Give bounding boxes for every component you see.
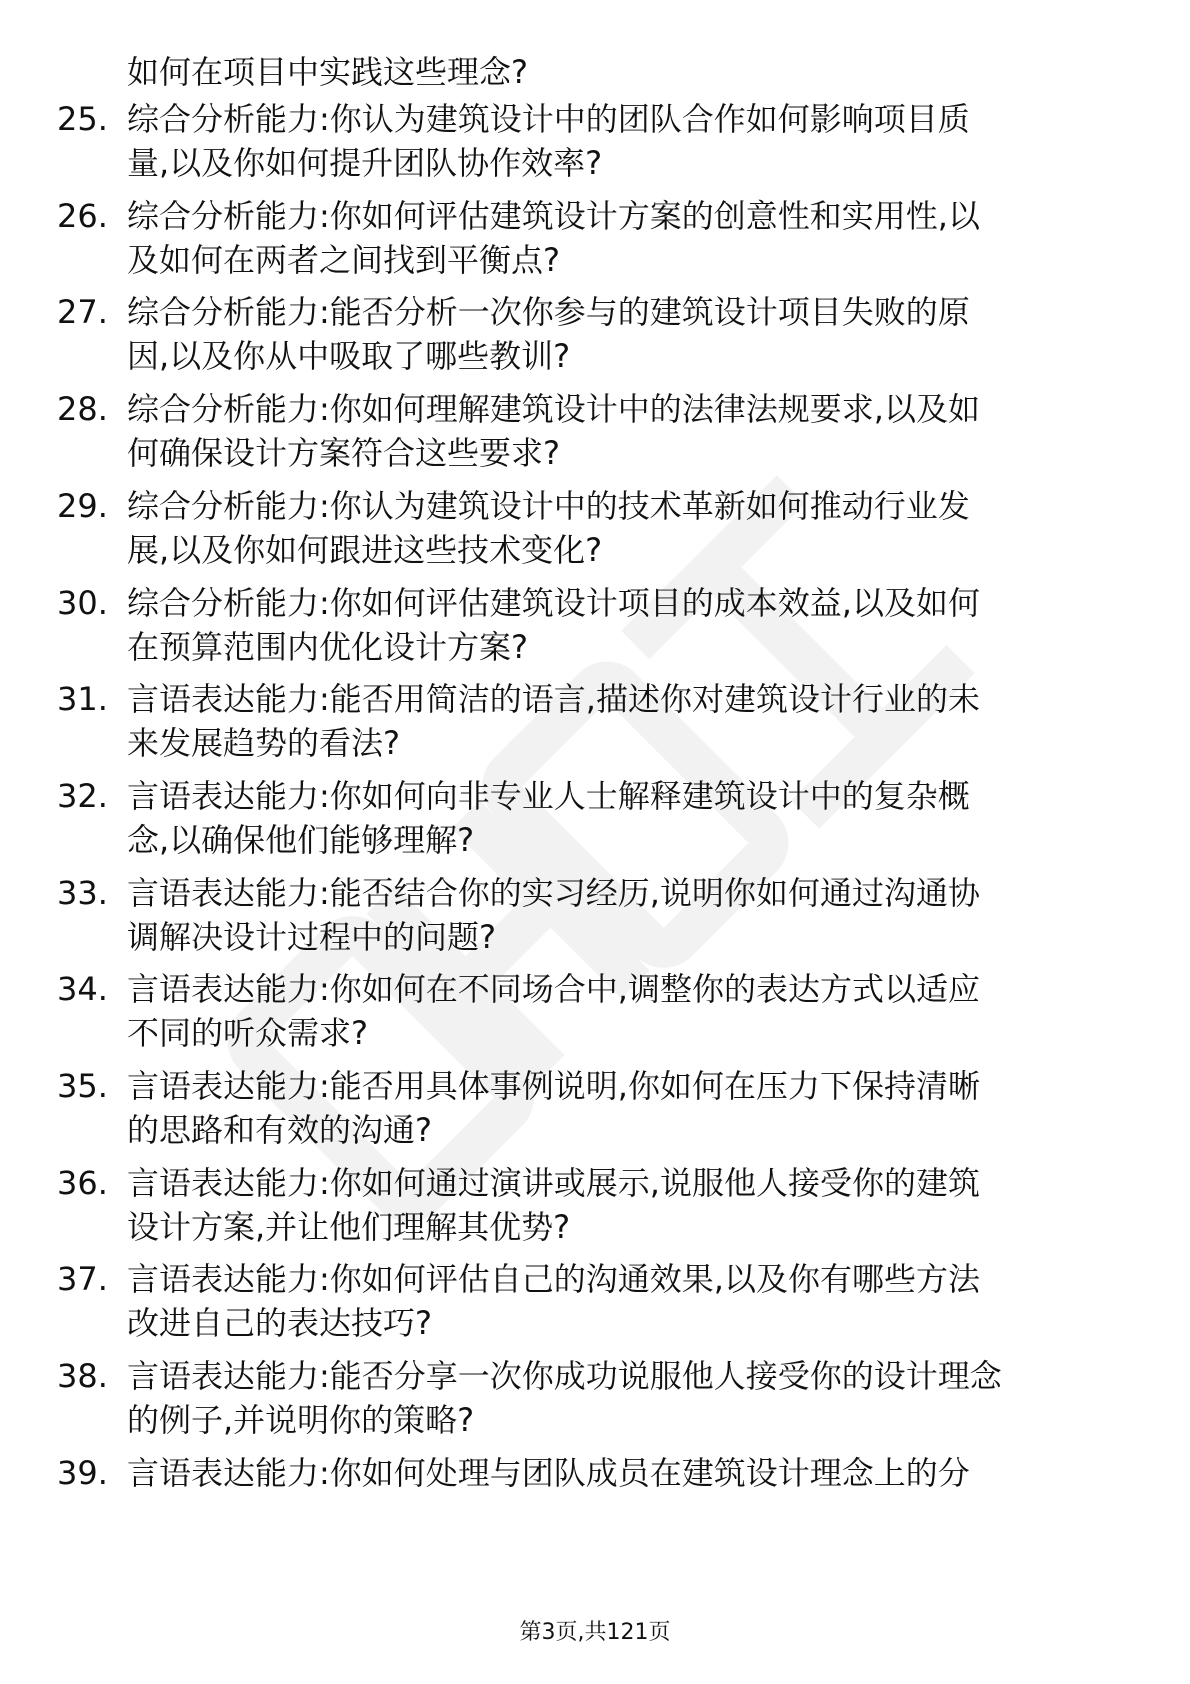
item-text-line: 念,以确保他们能够理解?: [127, 820, 475, 859]
continuation-text: 如何在项目中实践这些理念?: [127, 53, 528, 91]
item-text-line: 的思路和有效的沟通?: [127, 1111, 432, 1149]
item-text-line: 调解决设计过程中的问题?: [127, 917, 496, 956]
item-number: 33.: [57, 873, 108, 912]
item-number: 30.: [57, 583, 108, 622]
item-text-line: 综合分析能力:你如何评估建筑设计方案的创意性和实用性,以: [127, 196, 980, 235]
item-text-line: 因,以及你从中吸取了哪些教训?: [127, 337, 571, 376]
item-number: 26.: [57, 196, 108, 235]
item-text-line: 综合分析能力:你认为建筑设计中的团队合作如何影响项目质: [127, 100, 970, 138]
item-text-line: 言语表达能力:能否用具体事例说明,你如何在压力下保持清晰: [127, 1067, 980, 1105]
item-text-line: 改进自己的表达技巧?: [127, 1304, 432, 1343]
item-text-line: 及如何在两者之间找到平衡点?: [127, 240, 560, 279]
item-number: 39.: [57, 1453, 108, 1492]
item-number: 31.: [57, 680, 108, 719]
item-text-line: 量,以及你如何提升团队协作效率?: [127, 144, 603, 182]
item-text-line: 的例子,并说明你的策略?: [127, 1401, 475, 1440]
item-text-line: 言语表达能力:你如何通过演讲或展示,说服他人接受你的建筑: [127, 1163, 980, 1202]
item-number: 25.: [57, 100, 108, 138]
item-text-line: 言语表达能力:你如何向非专业人士解释建筑设计中的复杂概: [127, 776, 970, 815]
item-number: 38.: [57, 1357, 108, 1396]
item-text-line: 何确保设计方案符合这些要求?: [127, 434, 560, 473]
page-footer: 第3页,共121页: [519, 1620, 671, 1645]
item-text-line: 综合分析能力:你认为建筑设计中的技术革新如何推动行业发: [127, 486, 970, 525]
item-number: 36.: [57, 1163, 108, 1202]
item-text-line: 在预算范围内优化设计方案?: [127, 627, 528, 666]
item-text-line: 不同的听众需求?: [127, 1014, 368, 1053]
item-text-line: 言语表达能力:能否分享一次你成功说服他人接受你的设计理念: [127, 1357, 1002, 1396]
item-text-line: 言语表达能力:你如何处理与团队成员在建筑设计理念上的分: [127, 1453, 970, 1492]
item-number: 37.: [57, 1260, 108, 1299]
item-text-line: 言语表达能力:能否用简洁的语言,描述你对建筑设计行业的未: [127, 680, 980, 719]
item-number: 32.: [57, 776, 108, 815]
item-text-line: 设计方案,并让他们理解其优势?: [127, 1207, 571, 1246]
item-text-line: 来发展趋势的看法?: [127, 724, 400, 763]
item-text-line: 综合分析能力:你如何理解建筑设计中的法律法规要求,以及如: [127, 390, 980, 429]
item-text-line: 展,以及你如何跟进这些技术变化?: [127, 530, 603, 569]
item-text-line: 言语表达能力:你如何在不同场合中,调整你的表达方式以适应: [127, 970, 980, 1009]
item-number: 35.: [57, 1067, 108, 1105]
item-text-line: 综合分析能力:你如何评估建筑设计项目的成本效益,以及如何: [127, 583, 980, 622]
item-number: 34.: [57, 970, 108, 1009]
item-number: 27.: [57, 293, 108, 332]
item-text-line: 综合分析能力:能否分析一次你参与的建筑设计项目失败的原: [127, 293, 970, 332]
item-text-line: 言语表达能力:你如何评估自己的沟通效果,以及你有哪些方法: [127, 1260, 980, 1299]
item-number: 28.: [57, 390, 108, 429]
item-number: 29.: [57, 486, 108, 525]
item-text-line: 言语表达能力:能否结合你的实习经历,说明你如何通过沟通协: [127, 873, 980, 912]
